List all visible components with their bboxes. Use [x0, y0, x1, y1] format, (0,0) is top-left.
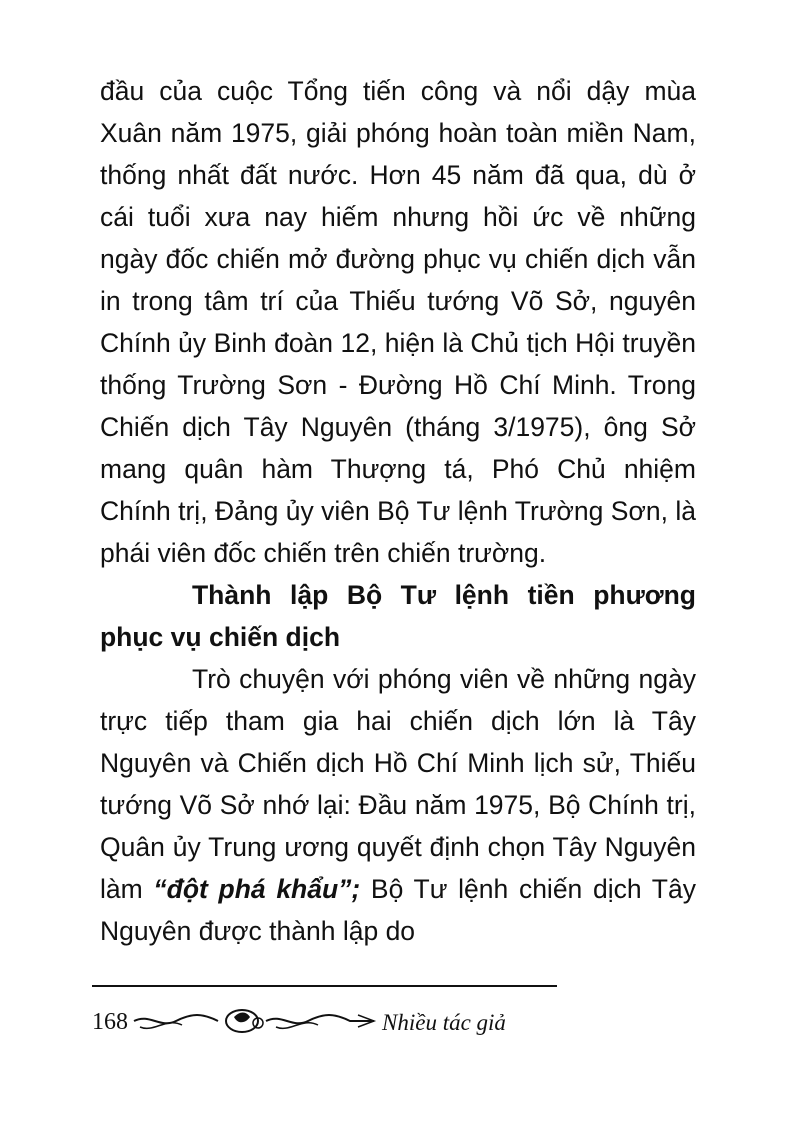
section-heading-line-2: phục vụ chiến dịch — [100, 622, 341, 652]
section-heading — [100, 574, 696, 658]
book-author: Nhiều tác giả — [382, 1010, 506, 1035]
paragraph-2-text: Trò chuyện với phóng viên về những ngày trực tiếp tham gia hai chiến dịch lớn là Tây Nguyên và Chiến dịch Hồ Chí Minh lịch sử, Thiếu tướng Võ Sở nhớ lại: Đầu năm 1975, Bộ Chính trị, Quân ủy Trung ương quyết định chọn Tây Nguyên làm — [100, 664, 696, 904]
paragraph-1: đầu của cuộc Tổng tiến công và nổi dậy mùa Xuân năm 1975, giải phóng hoàn toàn miền Nam, thống nhất đất nước. Hơn 45 năm đã qua, dù ở cái tuổi xưa nay hiếm nhưng hồi ức về những ngày đốc chiến mở đường phục vụ chiến dịch vẫn in trong tâm trí của Thiếu tướng Võ Sở, nguyên Chính ủy Binh đoàn 12, hiện là Chủ tịch Hội truyền thống Trường Sơn - Đường Hồ Chí Minh. Trong Chiến dịch Tây Nguyên (tháng 3/1975), ông Sở mang quân hàm Thượng tá, Phó Chủ nhiệm Chính trị, Đảng ủy viên Bộ Tư lệnh Trường Sơn, là phái viên đốc chiến trên chiến trường. — [100, 76, 696, 568]
ornament-icon — [130, 1003, 380, 1039]
page-body — [100, 70, 696, 952]
page-number: 168 — [92, 1009, 128, 1035]
paragraph-2-text-end: Bộ Tư lệnh chiến dịch Tây Nguyên được thành lập do — [100, 874, 696, 946]
page-footer — [92, 985, 562, 1055]
paragraph-2 — [100, 658, 696, 952]
footer-rule — [92, 985, 557, 987]
section-heading-line-1: Thành lập Bộ Tư lệnh tiền phương — [192, 580, 696, 610]
paragraph-2-quote: “đột phá khẩu”; — [153, 874, 361, 904]
